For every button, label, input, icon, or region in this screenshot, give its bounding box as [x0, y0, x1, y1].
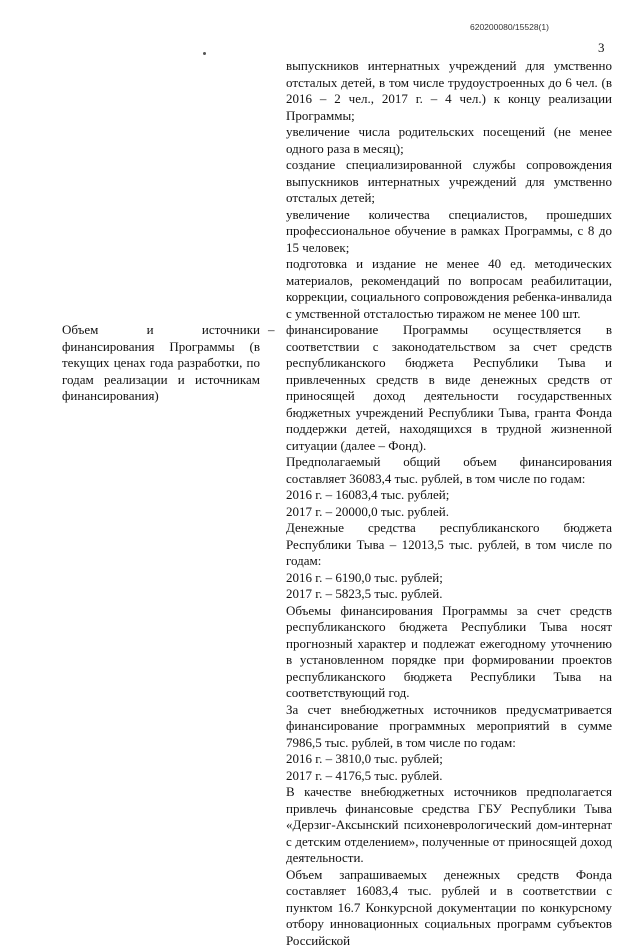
paragraph: Объемы финансирования Программы за счет средств республиканского бюджета Республики Тыва носят прогнозный характер и подлежат ежегодному уточнению в установленном порядке при формировании проектов республиканского бюджета Республики Тыва на соответствующий год. — [286, 603, 612, 702]
paragraph: выпускников интернатных учреждений для умственно отсталых детей, в том числе трудоустроенных до 6 чел. (в 2016 – 2 чел., 2017 г. – 4 чел.) к концу реализации Программы; — [286, 58, 612, 124]
page-number: 3 — [598, 40, 605, 56]
funding-section-content — [286, 322, 612, 949]
paragraph: увеличение числа родительских посещений (не менее одного раза в месяц); — [286, 124, 612, 157]
document-id: 620200080/15528(1) — [470, 22, 549, 32]
paragraph: 2016 г. – 6190,0 тыс. рублей; — [286, 570, 612, 587]
paragraph: подготовка и издание не менее 40 ед. методических материалов, рекомендаций по вопросам реабилитации, коррекции, социального сопровождения ребенка-инвалида с умственной отсталостью тиражом не менее 100 шт. — [286, 256, 612, 322]
paragraph: финансирование Программы осуществляется в соответствии с законодательством за счет средств республиканского бюджета Республики Тыва и привлеченных средств в виде денежных средств от приносящей доход деятельности государственных бюджетных учреждений Республики Тыва, гранта Фонда поддержки детей, находящихся в трудной жизненной ситуации (далее – Фонд). — [286, 322, 612, 454]
row-dash: – — [268, 322, 275, 339]
paragraph: создание специализированной службы сопровождения выпускников интернатных учреждений для умственно отсталых детей; — [286, 157, 612, 207]
paragraph: увеличение количества специалистов, прошедших профессиональное обучение в рамках Программы, с 8 до 15 человек; — [286, 207, 612, 257]
scan-speck — [203, 52, 206, 55]
paragraph: 2016 г. – 16083,4 тыс. рублей; — [286, 487, 612, 504]
paragraph: 2017 г. – 5823,5 тыс. рублей. — [286, 586, 612, 603]
paragraph: 2017 г. – 4176,5 тыс. рублей. — [286, 768, 612, 785]
funding-section-label: Объем и источники финансирования Программы (в текущих ценах года разработки, по годам реализации и источникам финансирования) — [62, 322, 260, 405]
paragraph: Денежные средства республиканского бюджета Республики Тыва – 12013,5 тыс. рублей, в том числе по годам: — [286, 520, 612, 570]
results-continuation — [286, 58, 612, 322]
paragraph: Предполагаемый общий объем финансирования составляет 36083,4 тыс. рублей, в том числе по годам: — [286, 454, 612, 487]
paragraph: В качестве внебюджетных источников предполагается привлечь финансовые средства ГБУ Республики Тыва «Дерзиг-Аксынский психоневрологический дом-интернат с детским отделением», полученные от приносящей доход деятельности. — [286, 784, 612, 867]
paragraph: 2016 г. – 3810,0 тыс. рублей; — [286, 751, 612, 768]
paragraph: За счет внебюджетных источников предусматривается финансирование программных мероприятий в сумме 7986,5 тыс. рублей, в том числе по годам: — [286, 702, 612, 752]
paragraph: Объем запрашиваемых денежных средств Фонда составляет 16083,4 тыс. рублей и в соответствии с пунктом 16.7 Конкурсной документации по конкурсному отбору инновационных социальных программ субъектов Российской — [286, 867, 612, 949]
paragraph: 2017 г. – 20000,0 тыс. рублей. — [286, 504, 612, 521]
